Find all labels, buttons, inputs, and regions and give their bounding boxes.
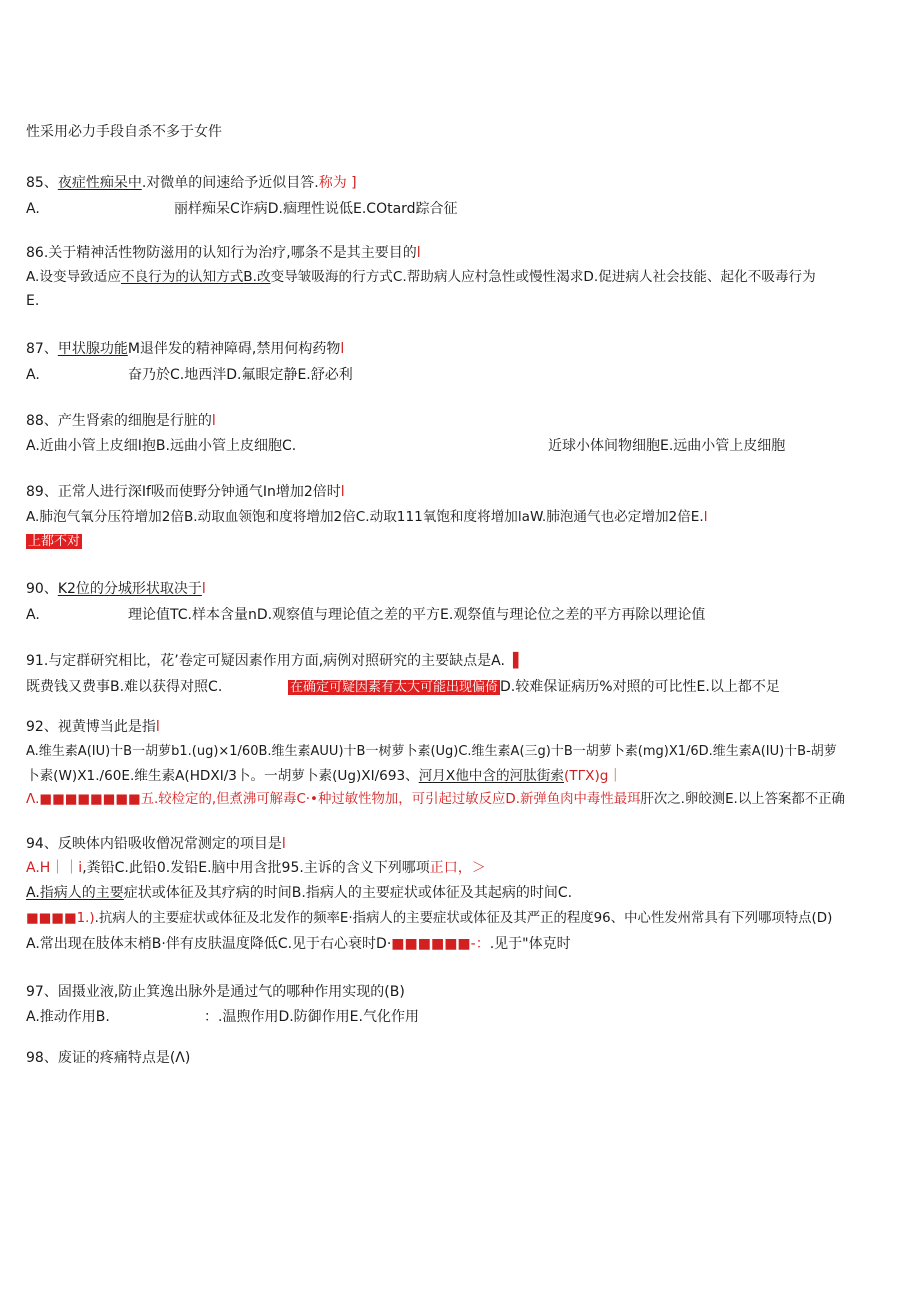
q88-options bbox=[26, 437, 785, 455]
q91-stem: 91.与定群研究相比，花’卷定可疑因素作用方面,病例对照研究的主要缺点是A. bbox=[26, 653, 505, 669]
question-87 bbox=[26, 340, 344, 358]
q91-options bbox=[26, 678, 780, 697]
q89-highlight: 上都不对 bbox=[28, 534, 81, 549]
q92-options-line1: A.维生素A(IU)十B一胡萝b1.(ug)×1/60B.维生素AUU)十B一树萝卜素(Ug)C.维生素A(三g)十B一胡萝卜素(mg)X1/6D.维生素A(IU)十B-胡萝 bbox=[26, 744, 837, 759]
question-98: 98、废证的疼痛特点是(Λ) bbox=[26, 1050, 191, 1066]
q87-number: 87、 bbox=[26, 341, 58, 357]
q86-options-line1 bbox=[26, 268, 816, 286]
question-88 bbox=[26, 412, 216, 430]
q92-stem: 92、视黄博当此是指 bbox=[26, 719, 156, 735]
q91-mark: ▌ bbox=[512, 653, 524, 669]
question-92 bbox=[26, 718, 160, 736]
q88-options-right: 近球小体间物细胞E.远曲小管上皮细胞 bbox=[548, 438, 786, 454]
q86-option-b-start: B.改 bbox=[243, 269, 271, 285]
q86-stem: 86.关于精神活性物防滋用的认知行为治疗,哪条不是其主要目的 bbox=[26, 245, 417, 261]
q90-number: 90、 bbox=[26, 581, 58, 597]
q94-options bbox=[26, 859, 486, 877]
q97-options-mid: ： bbox=[204, 1009, 218, 1025]
q87-options bbox=[26, 366, 353, 384]
q92-options-line2 bbox=[26, 767, 622, 785]
q86-mark: l bbox=[416, 245, 421, 261]
q90-stem: K2位的分城形状取决于 bbox=[57, 581, 202, 597]
q96-options bbox=[26, 935, 571, 953]
q94-stem: 94、反映体内铅吸收僧况常测定的项目是 bbox=[26, 836, 282, 852]
q94-option-a-red: A.H｜｜i bbox=[26, 860, 83, 876]
q91-options-right: D.较难保证病历%对照的可比性E.以上都不足 bbox=[500, 679, 780, 695]
q89-stem: 89、正常人进行深If吸而使野分钟通气In增加2倍时 bbox=[26, 484, 341, 500]
question-91 bbox=[26, 652, 524, 670]
q93-options-line bbox=[26, 791, 845, 809]
q90-mark: l bbox=[201, 581, 206, 597]
question-90 bbox=[26, 580, 206, 598]
question-86 bbox=[26, 244, 421, 262]
question-89 bbox=[26, 483, 345, 501]
q91-highlight: 在确定可疑因素有太大可能出现偏倚 bbox=[290, 680, 499, 695]
q93-stem-underlined: 河月X他中含的河肽街索 bbox=[418, 768, 564, 784]
q95-options-line2 bbox=[26, 910, 832, 928]
q96-options-red: ■■■■■■-： bbox=[391, 936, 490, 952]
q89-options bbox=[26, 508, 707, 526]
q94-options-rest: ,粪铅C.此铅0.发铅E.脑中用含批95.主诉的含义下列哪项 bbox=[82, 860, 430, 876]
q95-option-a-underlined: A.指病人的主要 bbox=[26, 885, 124, 901]
q87-stem: M退伴发的精神障碍,禁用何构药物 bbox=[127, 341, 341, 357]
q87-options-rest: 奋乃於C.地西泮D.氟眼定静E.舒必利 bbox=[128, 367, 353, 383]
question-94 bbox=[26, 835, 286, 853]
q89-options-mark: l bbox=[703, 509, 708, 525]
q85-answer-mark: 称为 ] bbox=[318, 175, 357, 191]
q90-options bbox=[26, 606, 705, 624]
q96-stem: .抗病人的主要症状或体征及北发作的频率E·指病人的主要症状或体征及其严正的程度96、中心性发州常具有下列哪项特点(D) bbox=[94, 911, 833, 926]
q90-options-rest: 理论值TC.样本含量nD.观察值与理论值之差的平方E.观祭值与理论位之差的平方再除以理论值 bbox=[128, 607, 706, 623]
q97-option-a: A.推动作用B. bbox=[26, 1009, 110, 1025]
q95-options-red: ■■■■1.) bbox=[26, 911, 95, 926]
question-85 bbox=[26, 174, 357, 192]
q96-options-end: .见于"体克时 bbox=[489, 936, 571, 952]
q87-option-a: A. bbox=[26, 367, 40, 383]
q94-mark: l bbox=[281, 836, 286, 852]
q85-options-rest: 丽样痴呆C诈病D.痼理性说低E.COtard踪合征 bbox=[174, 201, 458, 217]
q85-stem: .对微单的间速给予近似目答. bbox=[141, 175, 319, 191]
q95-mark: 正口，＞ bbox=[429, 860, 486, 876]
q96-options-text: A.常出现在肢体末梢B·伴有皮肤温度降低C.见于右心衰时D· bbox=[26, 936, 392, 952]
q85-number: 85、 bbox=[26, 175, 58, 191]
q93-mark: (TΓX)g｜ bbox=[563, 768, 622, 784]
q85-term: 夜症性痴呆中 bbox=[57, 175, 142, 191]
q86-option-a: A.设变导致适应 bbox=[26, 269, 121, 285]
q88-options-left: A.近曲小管上皮细I抱B.远曲小管上皮细胞C. bbox=[26, 438, 297, 454]
q88-mark: l bbox=[211, 413, 216, 429]
q92-mark: l bbox=[155, 719, 160, 735]
q89-options-text: A.肺泡气氧分压符增加2倍B.动取血领饱和度将增加2倍C.动取111氧饱和度将增加laW.肺泡通气也必定增加2倍E. bbox=[26, 509, 704, 525]
q90-option-a: A. bbox=[26, 607, 40, 623]
q86-underlined-text: 不良行为的认知方式 bbox=[120, 269, 244, 285]
q88-stem: 88、产生肾索的细胞是行脏的 bbox=[26, 413, 212, 429]
q85-option-a: A. bbox=[26, 201, 40, 217]
q91-options-left: 既费钱又费事B.难以获得对照C. bbox=[26, 679, 223, 695]
q87-mark: l bbox=[340, 341, 345, 357]
q95-options-rest: 症状或体征及其疗病的时间B.指病人的主要症状或体征及其起病的时间C. bbox=[123, 885, 573, 901]
q93-options-red: Λ.■■■■■■■■五.较检定的,但煮沸可解毒C·•种过敏性物加，可引起过敏反应D.新弹鱼肉中毒性最珥 bbox=[26, 792, 641, 807]
q86-options-rest: 变导皱吸海的行方式C.帮助病人应村急性或慢性渴求D.促进病人社会技能、起化不吸毒行为 bbox=[270, 269, 816, 285]
q86-options-line2: E. bbox=[26, 293, 40, 309]
q92-options-text: 卜素(W)X1./60E.维生素A(HDXI/3卜。一胡萝卜素(Ug)XI/693、 bbox=[26, 768, 419, 784]
q87-term: 甲状腺功能 bbox=[57, 341, 128, 357]
q97-options-rest: .温煦作用D.防御作用E.气化作用 bbox=[218, 1009, 419, 1025]
q85-options bbox=[26, 200, 458, 218]
q89-highlight-line bbox=[26, 532, 82, 551]
q95-options-line1 bbox=[26, 884, 572, 902]
intro-line: 性采用必力手段自杀不多于女件 bbox=[26, 124, 222, 140]
q97-options bbox=[26, 1008, 419, 1026]
q89-mark: l bbox=[340, 484, 345, 500]
q93-options-rest: 肝次之.卵皎测E.以上答案都不正确 bbox=[640, 792, 845, 807]
question-97: 97、固摄业液,防止箕逸出脉外是通过气的哪种作用实现的(B) bbox=[26, 984, 405, 1000]
